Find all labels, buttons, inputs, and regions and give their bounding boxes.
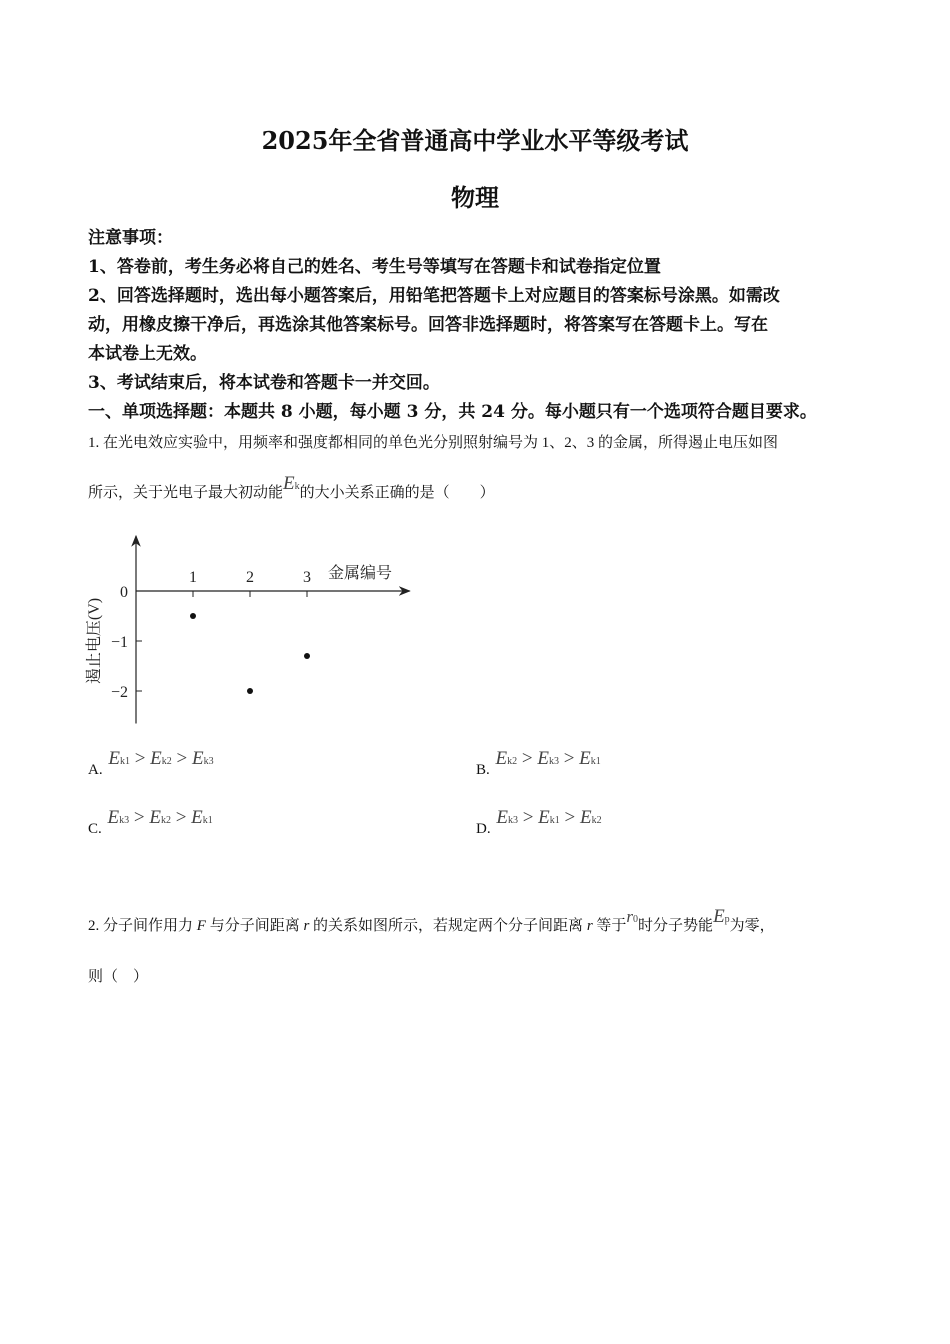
- y-axis-label: 遏止电压(V): [86, 597, 103, 685]
- data-point: [190, 613, 196, 619]
- q1-line-2-pre: 所示，关于光电子最大初动能: [88, 485, 284, 501]
- subject-title: 物理: [451, 183, 499, 212]
- option-a[interactable]: [88, 748, 214, 778]
- x-tick-label: 2: [246, 569, 254, 586]
- q1-line-1: 1. 在光电效应实验中，用频率和强度都相同的单色光分别照射编号为 1、2、3 的金属，所得遏止电压如图: [88, 435, 779, 451]
- q2-line-1: 2. 分子间作用力 F 与分子间距离 r 的关系如图所示，若规定两个分子间距离 r 等于r0时分子势能Ep为零，: [88, 906, 775, 934]
- ek-symbol: Ek: [283, 473, 300, 494]
- option-d-label: D.: [476, 821, 491, 837]
- q1-line-2-post: 的大小关系正确的是（ ）: [299, 485, 495, 501]
- note-item-1: 1、答卷前，考生务必将自己的姓名、考生号等填写在答题卡和试卷指定位置: [88, 257, 661, 277]
- option-d-expr: Ek3 > Ek1 > Ek2: [496, 807, 602, 828]
- option-d[interactable]: [476, 807, 602, 837]
- note-item-3: 3、考试结束后，将本试卷和答题卡一并交回。: [88, 373, 440, 393]
- note-item-2-line-3: 本试卷上无效。: [88, 344, 207, 364]
- option-c-label: C.: [88, 821, 102, 837]
- q2-line-2: 则（ ）: [88, 969, 149, 985]
- option-b[interactable]: [476, 748, 601, 778]
- x-tick-label: 3: [303, 569, 311, 586]
- r0-symbol: r0: [626, 907, 639, 926]
- option-c[interactable]: [88, 807, 213, 837]
- y-tick-label: −2: [110, 684, 128, 701]
- data-point: [247, 688, 253, 694]
- notes-heading: 注意事项：: [88, 228, 173, 248]
- stopping-voltage-chart: [80, 528, 420, 733]
- x-tick-label: 1: [189, 569, 197, 586]
- option-a-label: A.: [88, 762, 103, 778]
- note-item-2-line-1: 2、回答选择题时，选出每小题答案后，用铅笔把答题卡上对应题目的答案标号涂黑。如需改: [88, 286, 780, 306]
- option-c-expr: Ek3 > Ek2 > Ek1: [107, 807, 213, 828]
- y-tick-label: 0: [120, 584, 128, 601]
- y-tick-label: −1: [110, 634, 128, 651]
- option-b-label: B.: [476, 762, 490, 778]
- option-a-expr: Ek1 > Ek2 > Ek3: [108, 748, 214, 769]
- section-heading: 一、单项选择题：本题共 8 小题，每小题 3 分，共 24 分。每小题只有一个选项符合题目要求。: [88, 402, 817, 422]
- q1-line-2: [88, 473, 495, 503]
- ep-symbol: Ep: [713, 906, 730, 927]
- chart-plot: [85, 536, 410, 724]
- data-point: [304, 653, 310, 659]
- option-b-expr: Ek2 > Ek3 > Ek1: [495, 748, 601, 769]
- exam-title: 2025年全省普通高中学业水平等级考试: [261, 126, 689, 155]
- note-item-2-line-2: 动，用橡皮擦干净后，再选涂其他答案标号。回答非选择题时，将答案写在答题卡上。写在: [88, 315, 768, 335]
- x-axis-label: 金属编号: [328, 565, 393, 582]
